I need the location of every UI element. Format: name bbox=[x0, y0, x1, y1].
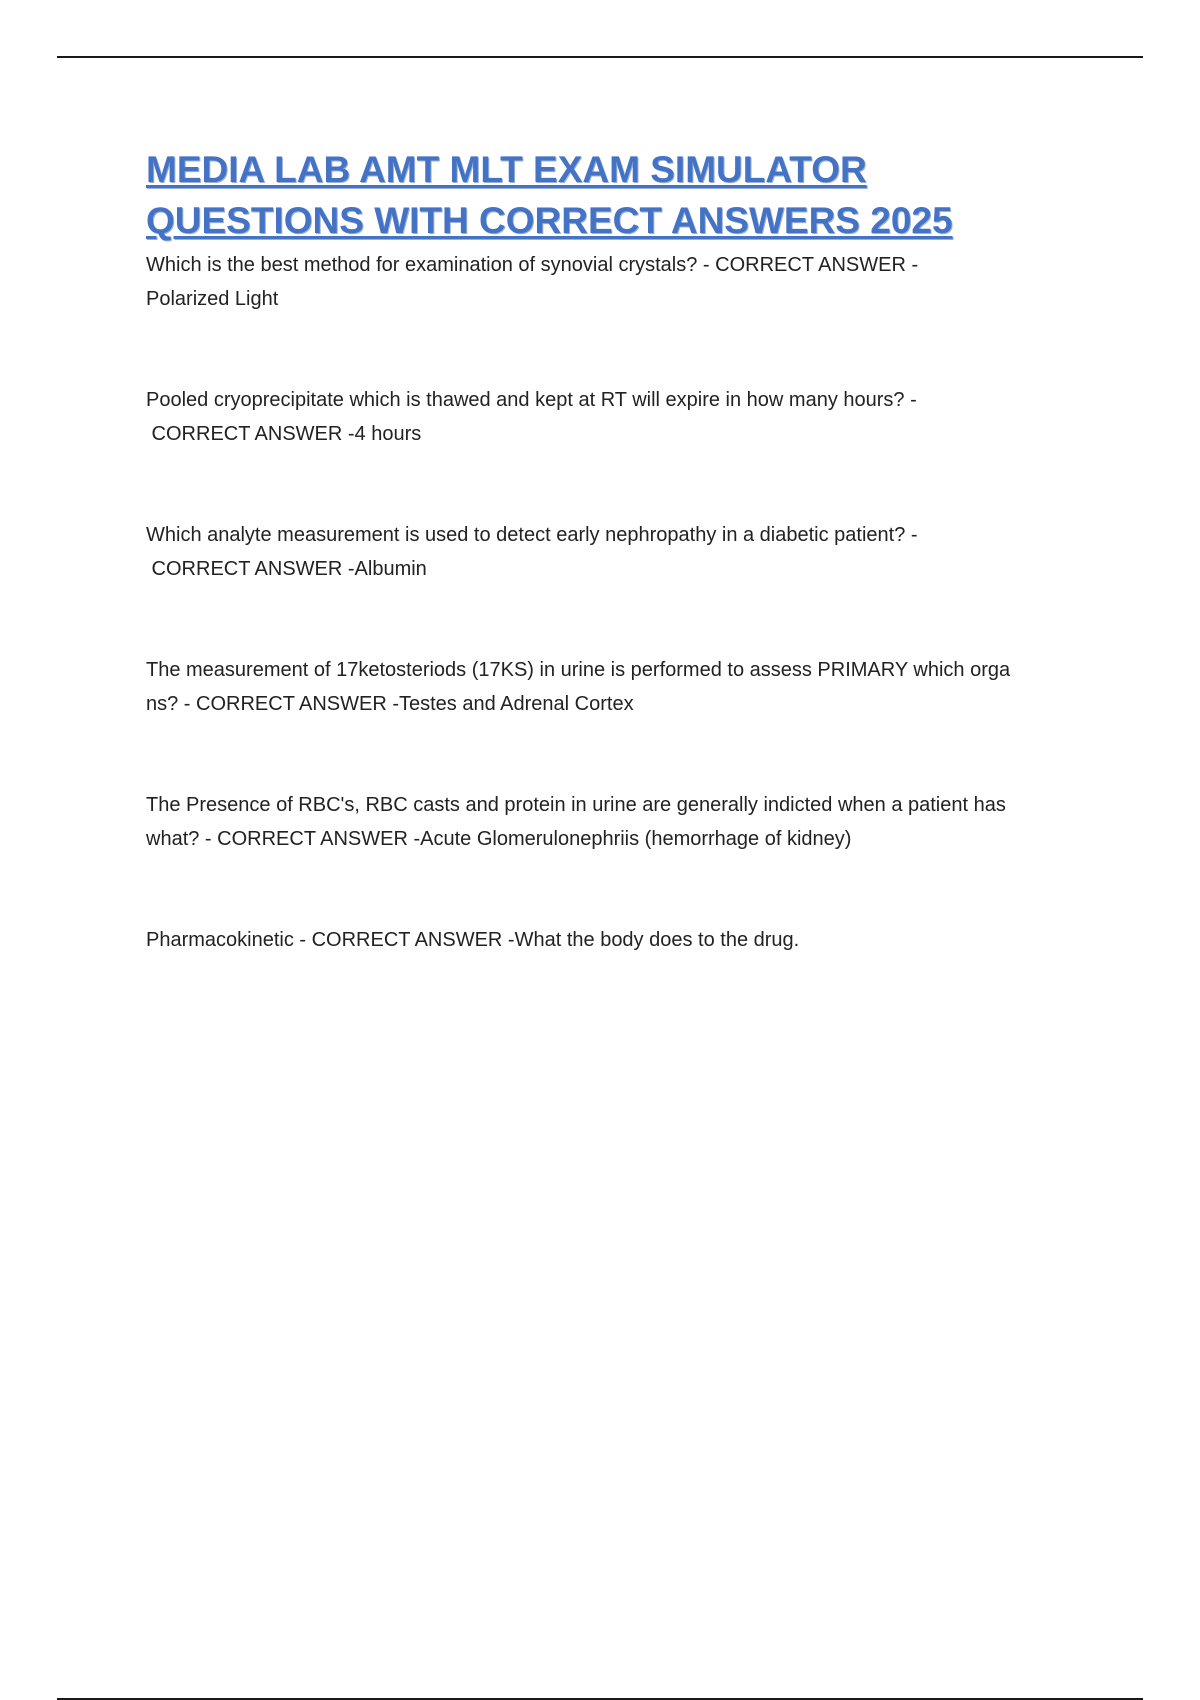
title-line-2: QUESTIONS WITH CORRECT ANSWERS 2025 bbox=[146, 200, 953, 241]
title-line-1: MEDIA LAB AMT MLT EXAM SIMULATOR bbox=[146, 149, 867, 190]
qa-line: CORRECT ANSWER -Albumin bbox=[146, 558, 427, 580]
qa-line: ns? - CORRECT ANSWER -Testes and Adrenal Cortex bbox=[146, 693, 634, 715]
qa-item bbox=[146, 248, 1086, 316]
document-title bbox=[146, 144, 1086, 246]
qa-line: CORRECT ANSWER -4 hours bbox=[146, 423, 422, 445]
qa-list bbox=[146, 248, 1086, 957]
qa-item bbox=[146, 923, 1086, 957]
document-page bbox=[146, 144, 1086, 957]
qa-line: Polarized Light bbox=[146, 288, 279, 310]
qa-line: Pharmacokinetic - CORRECT ANSWER -What the body does to the drug. bbox=[146, 929, 800, 951]
qa-line: what? - CORRECT ANSWER -Acute Glomerulonephriis (hemorrhage of kidney) bbox=[146, 828, 852, 850]
qa-line: Which analyte measurement is used to detect early nephropathy in a diabetic patient? - bbox=[146, 524, 918, 546]
qa-item bbox=[146, 518, 1086, 586]
qa-line: The measurement of 17ketosteriods (17KS) in urine is performed to assess PRIMARY which orga bbox=[146, 659, 1011, 681]
top-divider bbox=[57, 56, 1143, 58]
qa-item bbox=[146, 653, 1086, 721]
qa-item bbox=[146, 383, 1086, 451]
qa-line: Pooled cryoprecipitate which is thawed and kept at RT will expire in how many hours? - bbox=[146, 389, 917, 411]
qa-line: Which is the best method for examination of synovial crystals? - CORRECT ANSWER - bbox=[146, 254, 919, 276]
qa-item bbox=[146, 788, 1086, 856]
qa-line: The Presence of RBC's, RBC casts and protein in urine are generally indicted when a patient has bbox=[146, 794, 1006, 816]
